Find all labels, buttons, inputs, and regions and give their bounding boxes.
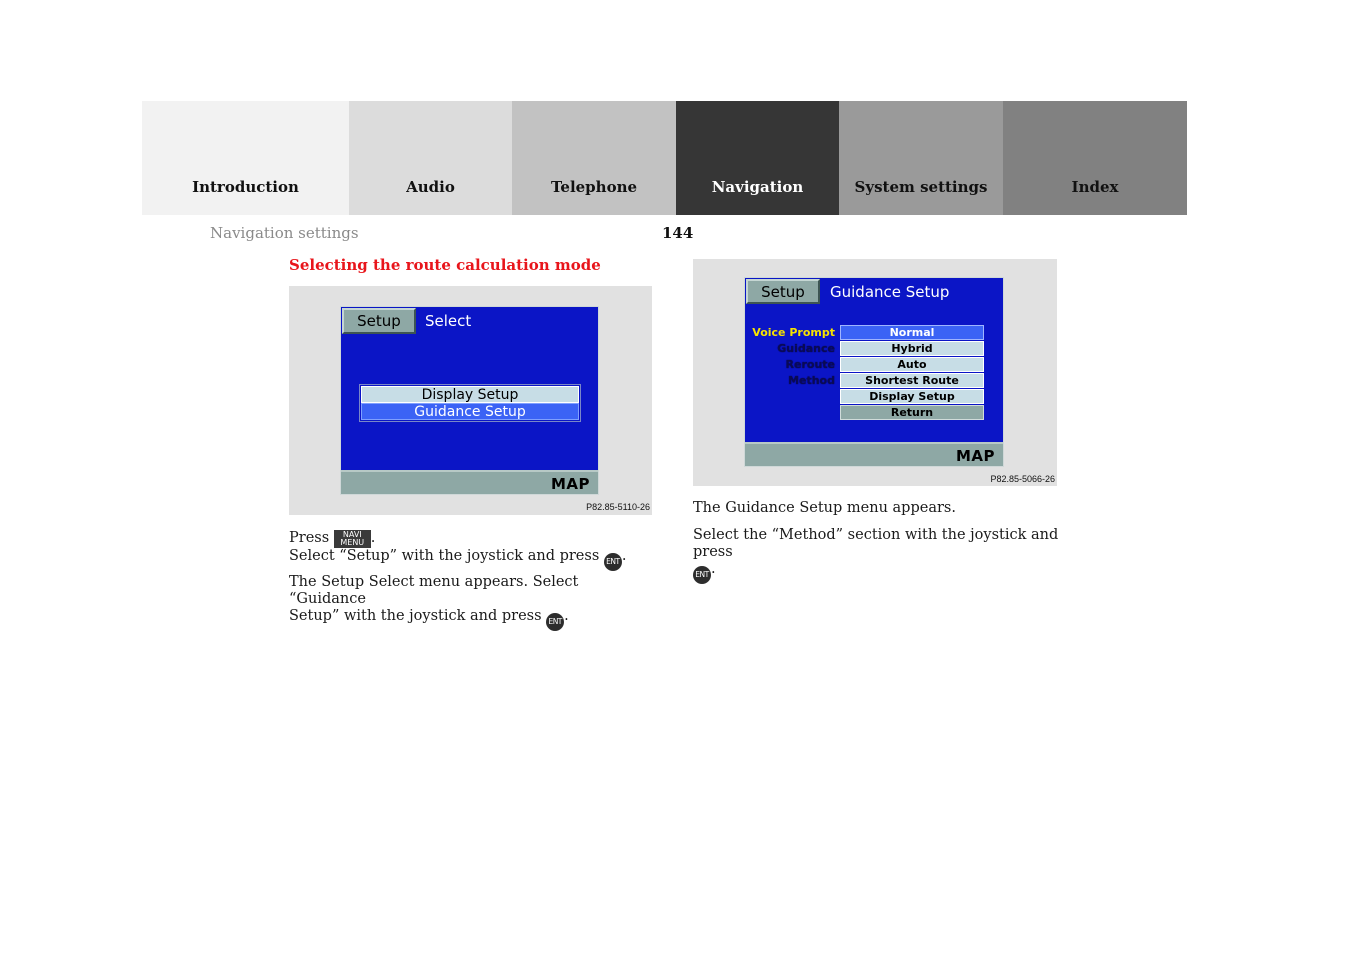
option-labels <box>747 325 835 395</box>
map-bar <box>341 470 598 494</box>
screen-title: Guidance Setup <box>830 283 950 301</box>
instruction-step-4: Select the “Method” section with the joystick and press ENT . <box>693 527 1073 584</box>
map-bar <box>745 442 1003 466</box>
ent-key-icon: ENT <box>604 553 622 571</box>
map-button[interactable]: MAP <box>955 447 995 465</box>
map-button[interactable]: MAP <box>550 475 590 493</box>
figure-code: P82.85-5110-26 <box>586 502 650 512</box>
tab-navigation[interactable]: Navigation <box>676 101 839 215</box>
page-number: 144 <box>662 224 694 242</box>
option-shortest-route[interactable]: Shortest Route <box>840 373 984 388</box>
setup-button[interactable]: Setup <box>746 279 820 304</box>
instruction-step-1: Press NAVI MENU . Select “Setup” with the joystick and press ENT . <box>289 530 659 571</box>
figure-guidance-setup <box>693 259 1057 486</box>
ent-key-icon: ENT <box>546 613 564 631</box>
tab-system-settings[interactable]: System settings <box>839 101 1003 215</box>
figure-code: P82.85-5066-26 <box>990 474 1055 484</box>
tab-index[interactable]: Index <box>1003 101 1187 215</box>
reroute-label[interactable]: Reroute <box>785 358 835 371</box>
section-title: Navigation settings <box>210 224 359 242</box>
voice-prompt-label[interactable]: Voice Prompt <box>752 326 835 339</box>
option-normal[interactable]: Normal <box>840 325 984 340</box>
instruction-step-3: The Guidance Setup menu appears. <box>693 500 956 516</box>
setup-select-screen <box>340 306 599 495</box>
figure-setup-select <box>289 286 652 515</box>
setup-button[interactable]: Setup <box>342 308 416 334</box>
section-heading: Selecting the route calculation mode <box>289 256 601 274</box>
option-hybrid[interactable]: Hybrid <box>840 341 984 356</box>
menu-item-guidance-setup[interactable]: Guidance Setup <box>361 403 579 420</box>
ent-key-icon: ENT <box>693 566 711 584</box>
option-display-setup[interactable]: Display Setup <box>840 389 984 404</box>
setup-menu <box>359 384 581 422</box>
option-list <box>840 325 984 422</box>
navi-menu-key-icon: NAVI MENU <box>334 530 371 548</box>
screen-title: Select <box>425 312 472 330</box>
menu-item-display-setup[interactable]: Display Setup <box>361 386 579 403</box>
option-return[interactable]: Return <box>840 405 984 420</box>
guidance-setup-screen <box>744 277 1004 467</box>
chapter-tabs <box>142 101 1187 215</box>
instruction-step-2: The Setup Select menu appears. Select “Guidance Setup” with the joystick and press ENT . <box>289 574 659 631</box>
tab-introduction[interactable]: Introduction <box>142 101 349 215</box>
guidance-label[interactable]: Guidance <box>777 342 835 355</box>
option-auto[interactable]: Auto <box>840 357 984 372</box>
tab-audio[interactable]: Audio <box>349 101 512 215</box>
method-label[interactable]: Method <box>788 374 835 387</box>
tab-telephone[interactable]: Telephone <box>512 101 676 215</box>
